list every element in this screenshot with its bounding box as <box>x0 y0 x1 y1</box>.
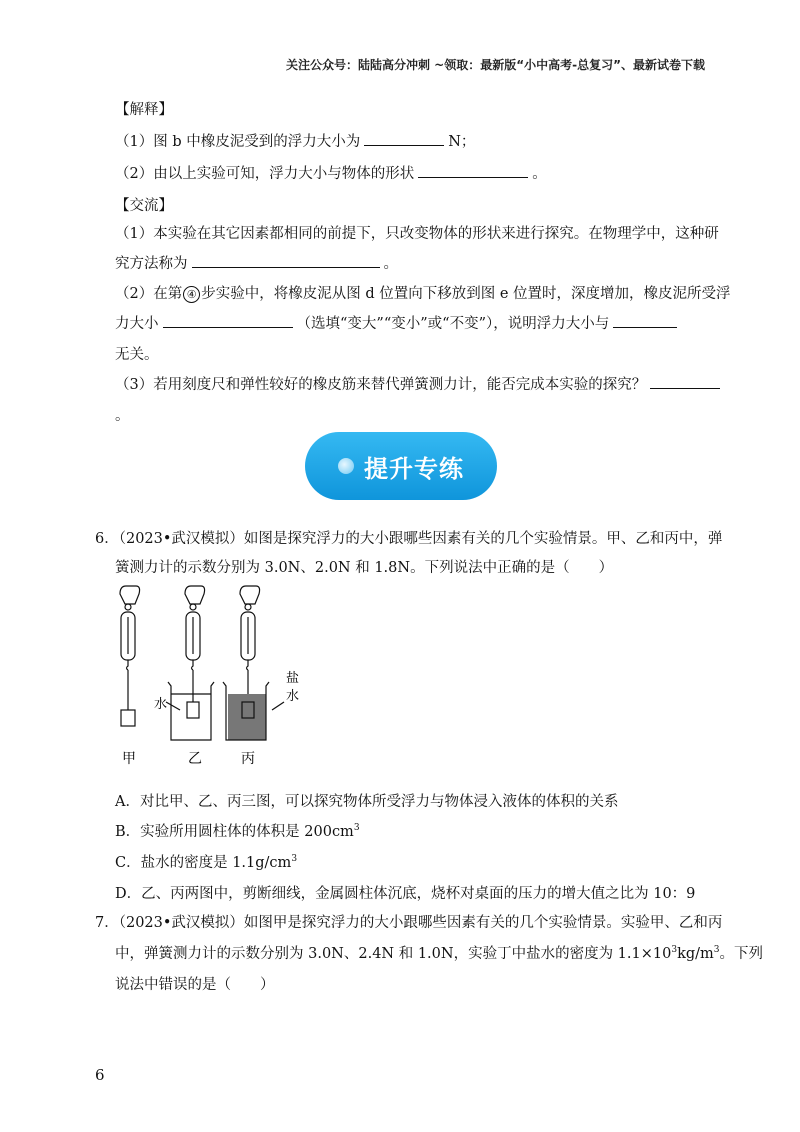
exchange-q1-line1: （1）本实验在其它因素都相同的前提下，只改变物体的形状来进行探究。在物理学中，这种研 <box>115 226 719 242</box>
bubble-icon <box>338 458 354 474</box>
exchange-title: 【交流】 <box>115 198 173 214</box>
q6-figure <box>108 582 308 776</box>
q7-line3: 说法中错误的是（ ） <box>115 977 275 993</box>
q6-option-b[interactable]: B．实验所用圆柱体的体积是 $200cm^3$ <box>115 823 360 840</box>
step-number: ④ <box>183 286 200 303</box>
section-badge <box>305 432 497 500</box>
q6-line1: 6．（2023•武汉模拟）如图是探究浮力的大小跟哪些因素有关的几个实验情景。甲、乙和丙中，弹 <box>95 531 723 547</box>
spring-scale-yi <box>168 586 214 740</box>
answer-blank[interactable] <box>364 131 444 146</box>
answer-blank[interactable] <box>192 253 380 268</box>
page-header: 关注公众号：陆陆高分冲刺 ~领取：最新版“小中高考-总复习”、最新试卷下载 <box>286 58 705 72</box>
q7-line1: 7．（2023•武汉模拟）如图甲是探究浮力的大小跟哪些因素有关的几个实验情景。实验甲、乙和丙 <box>95 915 723 931</box>
answer-blank[interactable] <box>650 374 720 389</box>
salt-label: 盐 <box>286 671 300 686</box>
cylinder-block <box>121 710 135 726</box>
explain-q1: （1）图 b 中橡皮泥受到的浮力大小为 N； <box>115 130 475 151</box>
cylinder-block <box>187 702 199 718</box>
answer-blank[interactable] <box>163 313 293 328</box>
q6-option-c[interactable]: C．盐水的密度是 $1.1g/cm^3$ <box>115 854 298 871</box>
beaker <box>168 682 214 740</box>
exchange-q2-line1: （2）在第 ④ 步实验中，将橡皮泥从图 d 位置向下移放到图 e 位置时，深度增加，橡皮泥所受浮 <box>115 286 731 302</box>
q6-option-d[interactable]: D．乙、丙两图中，剪断细线，金属圆柱体沉底，烧杯对桌面的压力的增大值之比为 10：9 <box>115 886 696 902</box>
fig-label-bing: 丙 <box>241 751 255 767</box>
answer-blank[interactable] <box>418 163 528 178</box>
exchange-q1-line2: 究方法称为 。 <box>115 252 398 273</box>
explain-q2: （2）由以上实验可知，浮力大小与物体的形状 。 <box>115 162 547 183</box>
page-number: 6 <box>95 1066 105 1084</box>
exchange-q2-line3: 无关。 <box>115 347 159 363</box>
spring-scale-bing <box>223 586 269 740</box>
q7-line2: 中，弹簧测力计的示数分别为 3.0N、2.4N 和 1.0N，实验丁中盐水的密度为 $1.1\times 10^3kg/m^3$。下列 <box>115 945 764 962</box>
answer-blank[interactable] <box>613 313 677 328</box>
explain-title: 【解释】 <box>115 102 173 118</box>
salt-water-label: 水 <box>286 689 300 704</box>
fig-label-yi: 乙 <box>188 751 202 767</box>
q6-option-a[interactable]: A．对比甲、乙、丙三图，可以探究物体所受浮力与物体浸入液体的体积的关系 <box>115 794 619 810</box>
spring-scale-diagram <box>108 582 308 772</box>
q6-line2: 簧测力计的示数分别为 3.0N、2.0N 和 1.8N。下列说法中正确的是（ ） <box>115 560 614 576</box>
fig-label-jia: 甲 <box>122 751 136 767</box>
exchange-q2-line2: 力大小 （选填“变大”“变小”或“不变”），说明浮力大小与 <box>115 312 681 333</box>
spring-scale-jia <box>120 586 140 726</box>
exchange-q3-line2: 。 <box>115 408 130 424</box>
exchange-q3-line1: （3）若用刻度尺和弹性较好的橡皮筋来替代弹簧测力计，能否完成本实验的探究？ <box>115 373 724 394</box>
water-label: 水 <box>154 697 168 712</box>
badge-label: 提升专练 <box>364 454 464 483</box>
